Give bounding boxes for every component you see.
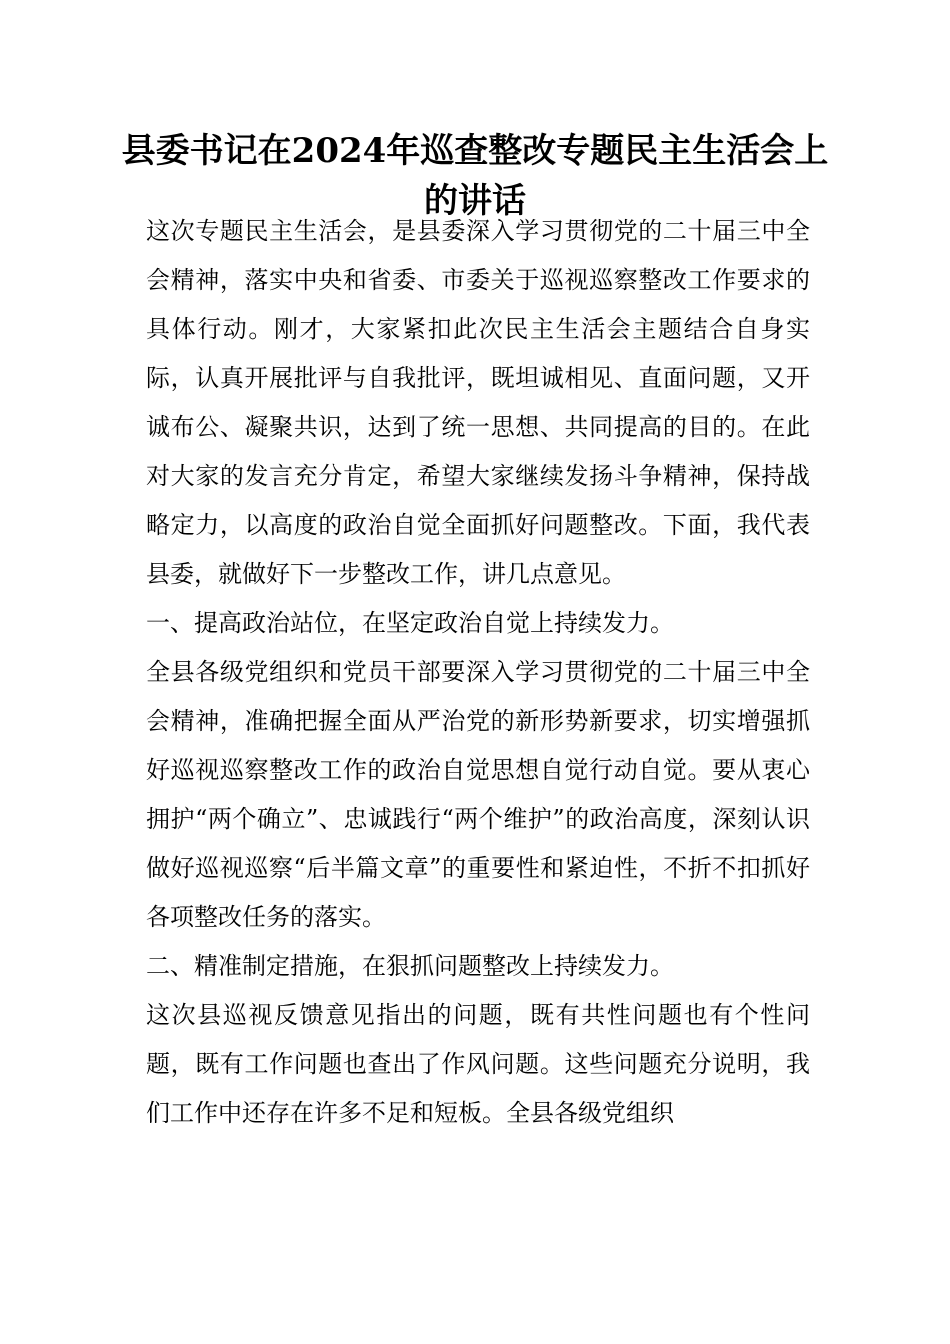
- section-heading-2: 二、精准制定措施，在狠抓问题整改上持续发力。: [146, 952, 674, 980]
- paragraph-section-1: 全县各级党组织和党员干部要深入学习贯彻党的二十届三中全会精神，准确把握全面从严治党的新形势新要求，切实增强抓好巡视巡察整改工作的政治自觉思想自觉行动自觉。要从衷心拥护“两个确立”、忠诚践行“两个维护”的政治高度，深刻认识做好巡视巡察“后半篇文章”的重要性和紧迫性，不折不扣抓好各项整改任务的落实。: [146, 658, 810, 931]
- paragraph-intro: 这次专题民主生活会，是县委深入学习贯彻党的二十届三中全会精神，落实中央和省委、市委关于巡视巡察整改工作要求的具体行动。刚才，大家紧扣此次民主生活会主题结合自身实际，认真开展批评与自我批评，既坦诚相见、直面问题，又开诚布公、凝聚共识，达到了统一思想、共同提高的目的。在此对大家的发言充分肯定，希望大家继续发扬斗争精神，保持战略定力，以高度的政治自觉全面抓好问题整改。下面，我代表县委，就做好下一步整改工作，讲几点意见。: [146, 217, 810, 588]
- paragraph-section-2: 这次县巡视反馈意见指出的问题，既有共性问题也有个性问题，既有工作问题也查出了作风问题。这些问题充分说明，我们工作中还存在许多不足和短板。全县各级党组织: [146, 1001, 810, 1127]
- document-title: 县委书记在2024年巡查整改专题民主生活会上的讲话: [121, 131, 829, 221]
- section-heading-1: 一、提高政治站位，在坚定政治自觉上持续发力。: [146, 609, 674, 637]
- document-body: [146, 207, 810, 1138]
